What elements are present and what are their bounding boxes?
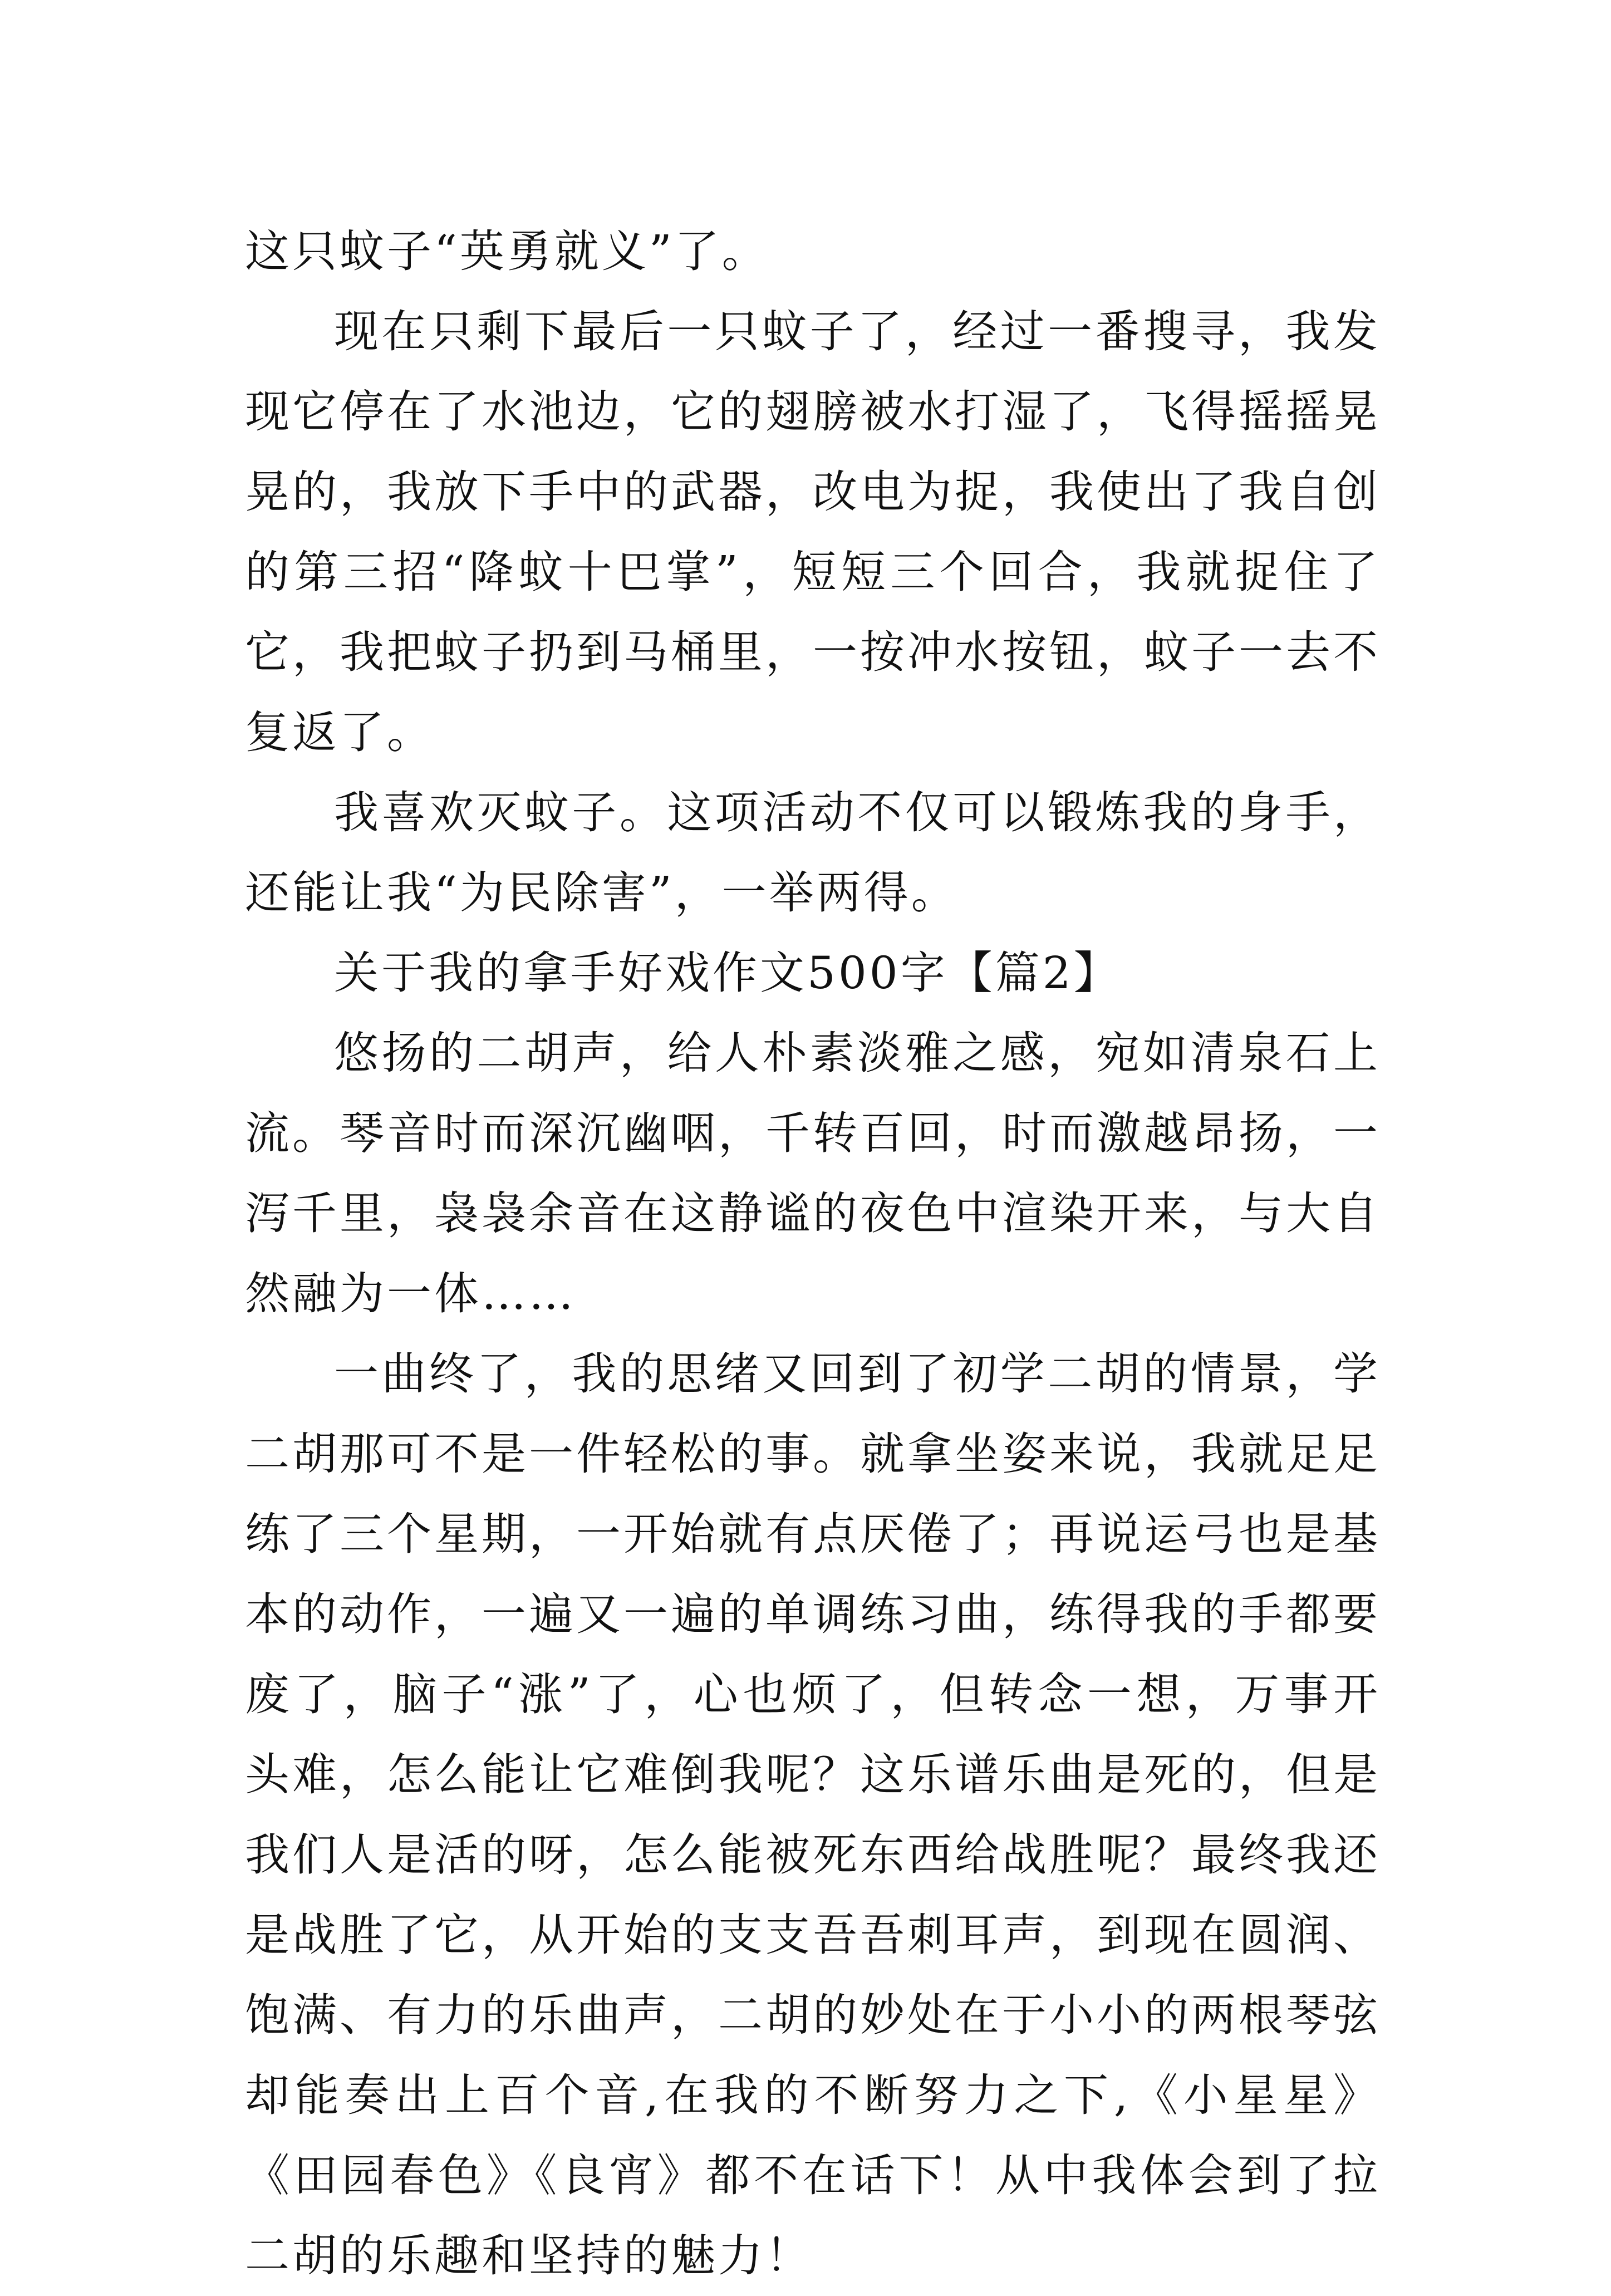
paragraph: 悠扬的二胡声，给人朴素淡雅之感，宛如清泉石上流。琴音时而深沉幽咽，千转百回，时而激越昂扬，一泻千里，袅袅余音在这静谧的夜色中渲染开来，与大自然融为一体…… <box>245 1027 1381 1319</box>
document-body <box>245 212 1381 2296</box>
paragraph: 现在只剩下最后一只蚊子了，经过一番搜寻，我发现它停在了水池边，它的翅膀被水打湿了，飞得摇摇晃晃的，我放下手中的武器，改电为捉，我使出了我自创的第三招“降蚊十巴掌”，短短三个回合，我就捉住了它，我把蚊子扔到马桶里，一按冲水按钮，蚊子一去不复返了。 <box>245 306 1381 758</box>
paragraph: 一曲终了，我的思绪又回到了初学二胡的情景，学二胡那可不是一件轻松的事。就拿坐姿来说，我就足足练了三个星期，一开始就有点厌倦了；再说运弓也是基本的动作，一遍又一遍的单调练习曲，练得我的手都要废了，脑子“涨”了，心也烦了，但转念一想，万事开头难，怎么能让它难倒我呢？这乐谱乐曲是死的，但是我们人是活的呀，怎么能被死东西给战胜呢？最终我还是战胜了它，从开始的支支吾吾刺耳声，到现在圆润、饱满、有力的乐曲声，二胡的妙处在于小小的两根琴弦却能奏出上百个音,在我的不断努力之下,《小星星》《田园春色》《良宵》都不在话下！从中我体会到了拉二胡的乐趣和坚持的魅力！ <box>245 1348 1381 2282</box>
paragraph: 我喜欢灭蚊子。这项活动不仅可以锻炼我的身手，还能让我“为民除害”，一举两得。 <box>245 787 1381 919</box>
paragraph: 这只蚊子“英勇就义”了。 <box>245 225 769 277</box>
section-heading: 关于我的拿手好戏作文500字【篇2】 <box>334 947 1121 999</box>
